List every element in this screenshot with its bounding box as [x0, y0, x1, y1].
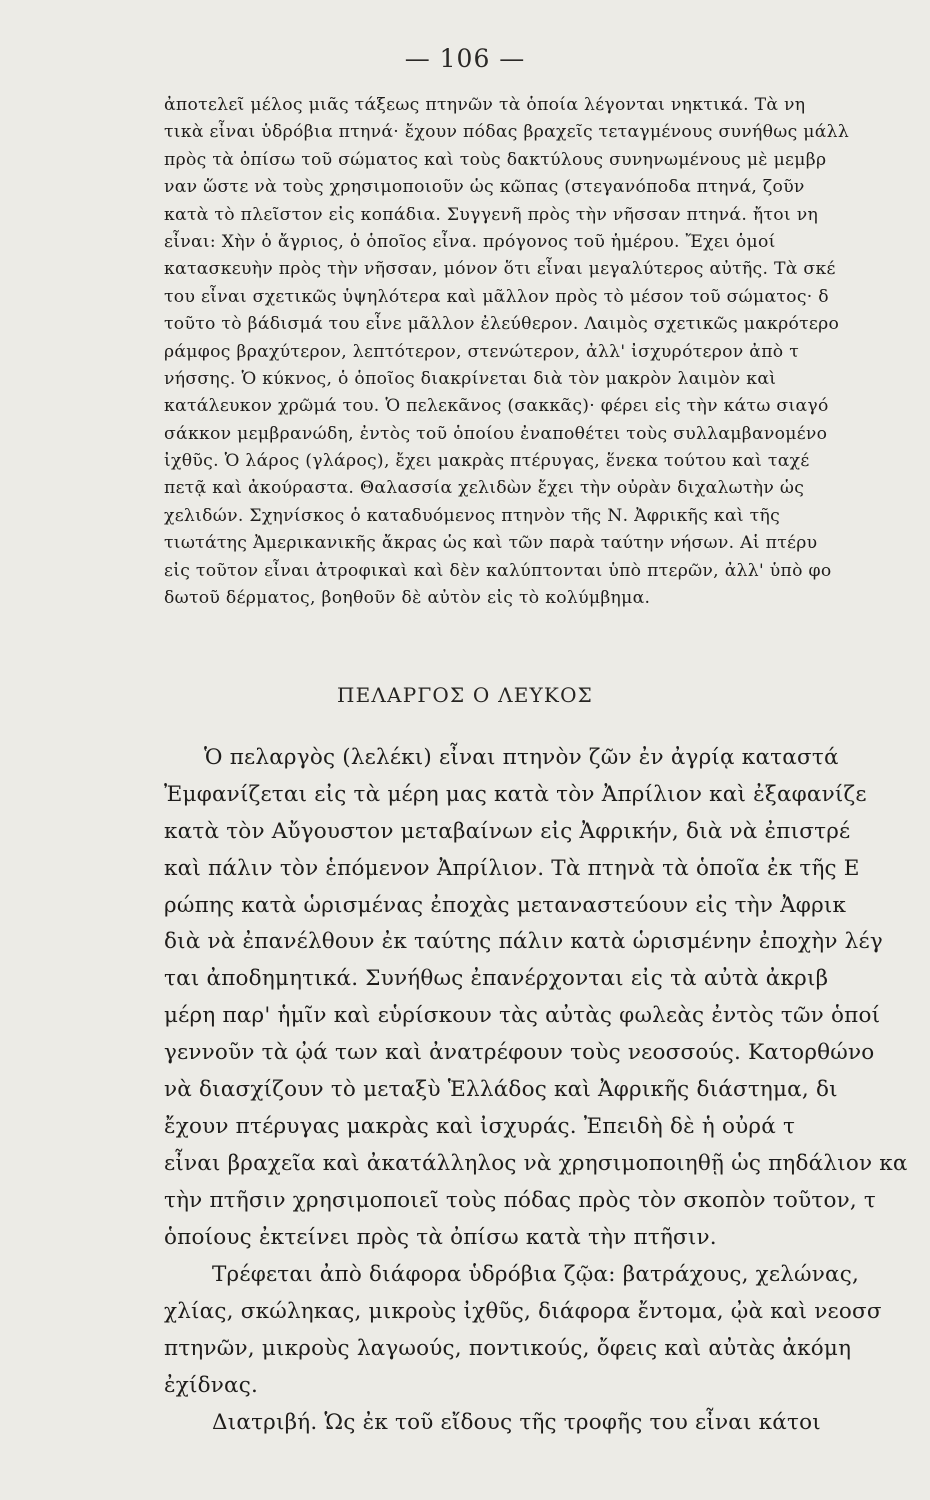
text-line: κατάλευκον χρῶμά του. Ὁ πελεκᾶνος (σακκᾶς)· φέρει εἰς τὴν κάτω σιαγό [164, 396, 829, 417]
text-line: εἶναι: Χὴν ὁ ἄγριος, ὁ ὁποῖος εἶνα. πρόγονος τοῦ ἡμέρου. Ἔχει ὁμοί [164, 231, 776, 252]
text-line: πρὸς τὰ ὀπίσω τοῦ σώματος καὶ τοὺς δακτύλους συνηνωμένους μὲ μεμβρ [164, 149, 827, 170]
text-line: πτηνῶν, μικροὺς λαγωούς, ποντικούς, ὄφεις καὶ αὐτὰς ἀκόμη [164, 1335, 852, 1361]
text-line: εἰς τοῦτον εἶναι ἀτροφικαὶ καὶ δὲν καλύπτονται ὑπὸ πτερῶν, ἀλλ' ὑπὸ φο [164, 560, 832, 581]
text-line: σάκκον μεμβρανώδη, ἐντὸς τοῦ ὁποίου ἐναποθέτει τοὺς συλλαμβανομένο [164, 423, 828, 444]
text-line: ράμφος βραχύτερον, λεπτότερον, στενώτερον, ἀλλ' ἰσχυρότερον ἀπὸ τ [164, 341, 800, 362]
text-line: Τρέφεται ἀπὸ διάφορα ὑδρόβια ζῷα: βατράχους, χελώνας, [212, 1262, 860, 1287]
food-paragraph [164, 1257, 930, 1405]
text-line: ται ἀποδημητικά. Συνήθως ἐπανέρχονται εἰς τὰ αὐτὰ ἀκριβ [164, 966, 829, 992]
text-line: διὰ νὰ ἐπανέλθουν ἐκ ταύτης πάλιν κατὰ ὡρισμένην ἐποχὴν λέγ [164, 929, 883, 955]
text-line: Διατριβή. Ὡς ἐκ τοῦ εἴδους τῆς τροφῆς του εἶναι κάτοι [212, 1410, 821, 1435]
text-line: Ὁ πελαργὸς (λελέκι) εἶναι πτηνὸν ζῶν ἐν ἀγρίᾳ καταστά [204, 745, 839, 770]
text-line: χλίας, σκώληκας, μικροὺς ἰχθῦς, διάφορα ἔντομα, ᾠὰ καὶ νεοσσ [164, 1298, 882, 1324]
diet-paragraph [164, 1405, 930, 1442]
text-line: ρώπης κατὰ ὡρισμένας ἐποχὰς μεταναστεύουν εἰς τὴν Ἀφρικ [164, 892, 847, 918]
text-line: ναν ὥστε νὰ τοὺς χρησιμοποιοῦν ὡς κῶπας (στεγανόποδα πτηνά, ζοῦν [164, 177, 805, 198]
text-line: εἶναι βραχεῖα καὶ ἀκατάλληλος νὰ χρησιμοποιηθῇ ὡς πηδάλιον κα [164, 1150, 908, 1176]
top-paragraph [164, 92, 930, 612]
section-heading: ΠΕΛΑΡΓΟΣ Ο ΛΕΥΚΟΣ [336, 683, 594, 707]
text-line: ἀποτελεῖ μέλος μιᾶς τάξεως πτηνῶν τὰ ὁποία λέγονται νηκτικά. Τὰ νη [164, 95, 806, 115]
text-line: γεννοῦν τὰ ᾠά των καὶ ἀνατρέφουν τοὺς νεοσσούς. Κατορθώνο [164, 1040, 875, 1066]
text-line: τιωτάτης Ἀμερικανικῆς ἄκρας ὡς καὶ τῶν παρὰ ταύτην νήσων. Αἱ πτέρυ [164, 533, 818, 554]
text-line: χελιδών. Σχηνίσκος ὁ καταδυόμενος πτηνὸν τῆς Ν. Ἀφρικῆς καὶ τῆς [164, 505, 781, 526]
text-line: τικὰ εἶναι ὑδρόβια πτηνά· ἔχουν πόδας βραχεῖς τεταγμένους συνήθως μάλλ [164, 122, 850, 143]
text-line: δωτοῦ δέρματος, βοηθοῦν δὲ αὐτὸν εἰς τὸ κολύμβημα. [164, 588, 651, 609]
text-line: κατασκευὴν πρὸς τὴν νῆσσαν, μόνον ὅτι εἶναι μεγαλύτερος αὐτῆς. Τὰ σκέ [164, 259, 836, 280]
text-line: καὶ πάλιν τὸν ἑπόμενον Ἀπρίλιον. Τὰ πτηνὰ τὰ ὁποῖα ἐκ τῆς Ε [164, 855, 860, 881]
text-line: Ἐμφανίζεται εἰς τὰ μέρη μας κατὰ τὸν Ἀπρίλιον καὶ ἐξαφανίζε [164, 781, 867, 807]
text-line: ἰχθῦς. Ὁ λάρος (γλάρος), ἔχει μακρὰς πτέρυγας, ἕνεκα τούτου καὶ ταχέ [164, 451, 810, 472]
text-line: ὁποίους ἐκτείνει πρὸς τὰ ὀπίσω κατὰ τὴν πτῆσιν. [164, 1224, 717, 1250]
text-line: του εἶναι σχετικῶς ὑψηλότερα καὶ μᾶλλον πρὸς τὸ μέσον τοῦ σώματος· δ [164, 286, 829, 307]
text-line: κατὰ τὸ πλεῖστον εἰς κοπάδια. Συγγενῆ πρὸς τὴν νῆσσαν πτηνά. ἤτοι νη [164, 204, 819, 225]
main-paragraph [164, 740, 930, 1256]
text-line: τοῦτο τὸ βάδισμά του εἶνε μᾶλλον ἐλεύθερον. Λαιμὸς σχετικῶς μακρότερο [164, 314, 840, 335]
text-line: ἐχίδνας. [164, 1372, 259, 1398]
text-line: νὰ διασχίζουν τὸ μεταξὺ Ἑλλάδος καὶ Ἀφρικῆς διάστημα, δι [164, 1077, 838, 1103]
text-line: πετᾷ καὶ ἀκούραστα. Θαλασσία χελιδὼν ἔχει τὴν οὐρὰν διχαλωτὴν ὡς [164, 478, 805, 499]
text-line: κατὰ τὸν Αὔγουστον μεταβαίνων εἰς Ἀφρικήν, διὰ νὰ ἐπιστρέ [164, 818, 851, 844]
text-line: νήσσης. Ὁ κύκνος, ὁ ὁποῖος διακρίνεται διὰ τὸν μακρὸν λαιμὸν καὶ [164, 368, 777, 389]
text-line: μέρη παρ' ἡμῖν καὶ εὑρίσκουν τὰς αὐτὰς φωλεὰς ἐντὸς τῶν ὁποί [164, 1003, 881, 1029]
page-number: — 106 — [404, 44, 526, 73]
text-line: ἔχουν πτέρυγας μακρὰς καὶ ἰσχυράς. Ἐπειδὴ δὲ ἡ οὐρά τ [164, 1113, 796, 1139]
text-line: τὴν πτῆσιν χρησιμοποιεῖ τοὺς πόδας πρὸς τὸν σκοπὸν τοῦτον, τ [164, 1187, 877, 1213]
